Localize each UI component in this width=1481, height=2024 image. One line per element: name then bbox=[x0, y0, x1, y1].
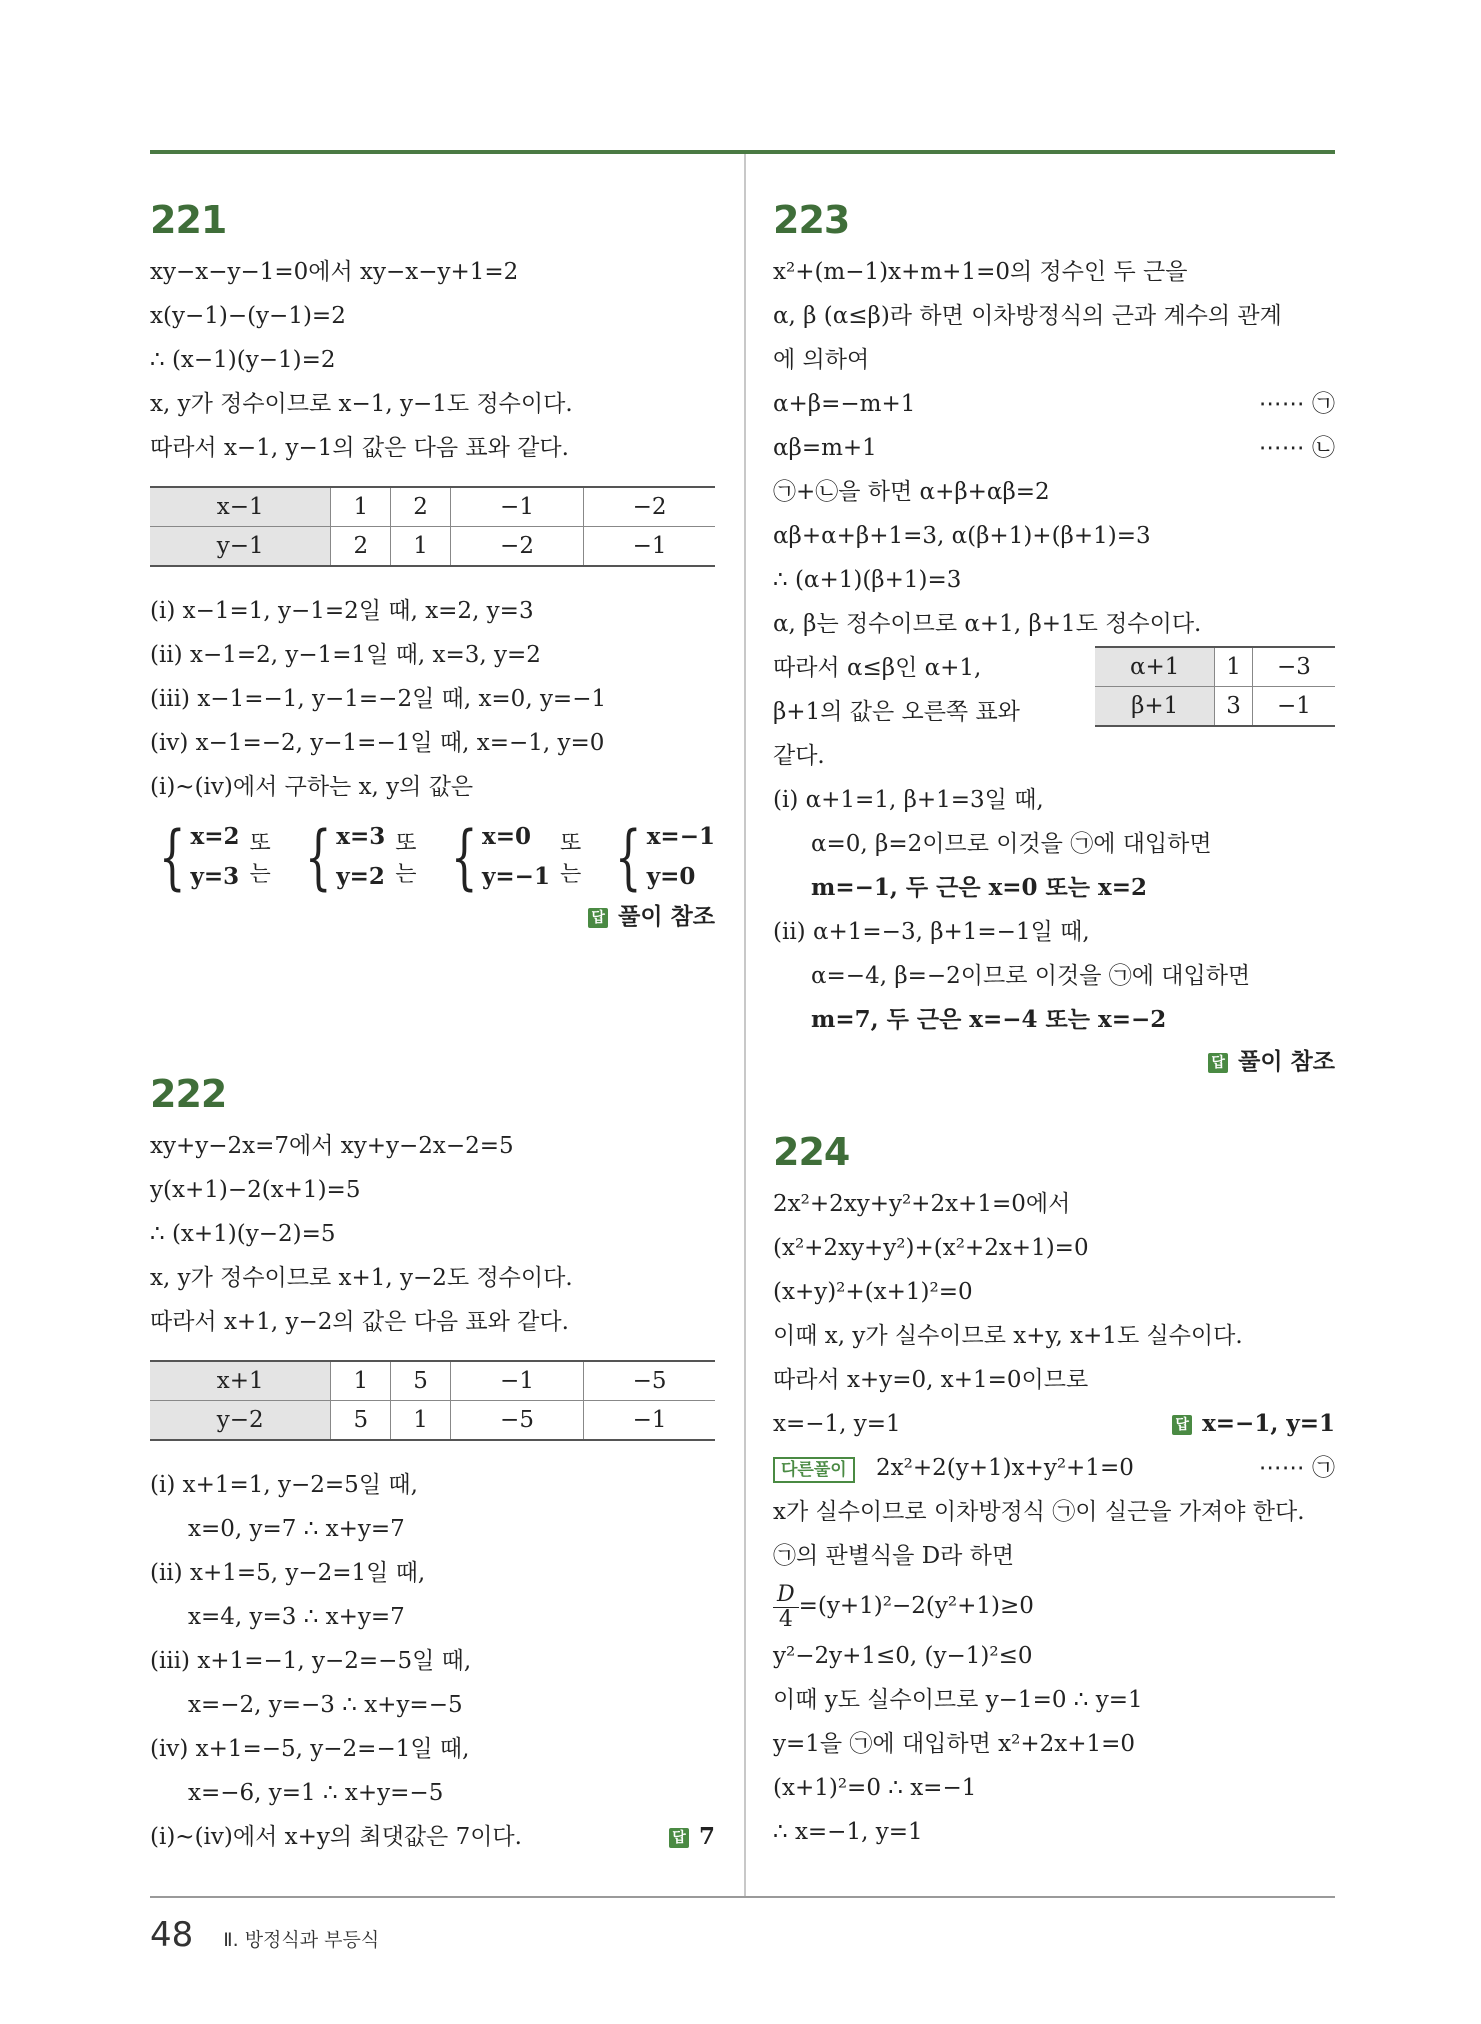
system-eq: x=3 bbox=[336, 823, 386, 850]
answer-mark-icon: 답 bbox=[1172, 1415, 1192, 1435]
system-eq: y=2 bbox=[336, 863, 385, 890]
side-table bbox=[1095, 646, 1335, 727]
solution-line: (x²+2xy+y²)+(x²+2x+1)=0 bbox=[773, 1235, 1089, 1261]
table-cell: −1 bbox=[584, 1401, 715, 1441]
case-line: (ⅲ) x−1=−1, y−1=−2일 때, x=0, y=−1 bbox=[150, 686, 607, 712]
table-cell: 1 bbox=[1215, 647, 1253, 687]
system bbox=[296, 817, 386, 897]
answer bbox=[773, 1042, 1335, 1082]
top-rule bbox=[150, 150, 1335, 154]
problem-223 bbox=[773, 196, 1335, 1082]
page-footer bbox=[150, 1915, 379, 1955]
value-table bbox=[150, 1360, 715, 1441]
problem-224 bbox=[773, 1128, 1335, 1854]
value-table bbox=[1095, 646, 1335, 727]
table-cell: 5 bbox=[391, 1361, 451, 1401]
equation-line bbox=[773, 382, 1335, 426]
table-cell: 1 bbox=[391, 1401, 451, 1441]
solution-line: 이때 y도 실수이므로 y−1=0 ∴ y=1 bbox=[773, 1687, 1143, 1713]
case-line: x=4, y=3 ∴ x+y=7 bbox=[188, 1604, 405, 1630]
table-cell: −2 bbox=[584, 487, 715, 527]
system-eq: y=0 bbox=[646, 863, 696, 890]
answer-text: 풀이 참조 bbox=[1238, 1049, 1335, 1075]
solution-line: ∴ (α+1)(β+1)=3 bbox=[773, 567, 962, 593]
solution-line: 같다. bbox=[773, 743, 825, 769]
system-eq: x=−1 bbox=[646, 823, 715, 850]
solution-line: x(y−1)−(y−1)=2 bbox=[150, 303, 346, 329]
system-eq: x=0 bbox=[482, 823, 532, 850]
brace-icon: { bbox=[304, 816, 332, 898]
case-line: x=0, y=7 ∴ x+y=7 bbox=[188, 1516, 405, 1542]
table-cell: −5 bbox=[450, 1401, 583, 1441]
case-line: (ⅱ) α+1=−3, β+1=−1일 때, bbox=[773, 919, 1090, 945]
problem-number: 222 bbox=[150, 1072, 227, 1116]
answer bbox=[150, 897, 715, 937]
problem-number: 223 bbox=[773, 198, 850, 242]
brace-icon: { bbox=[158, 816, 186, 898]
solution-line: αβ+α+β+1=3, α(β+1)+(β+1)=3 bbox=[773, 523, 1151, 549]
solution-line: 이때 x, y가 실수이므로 x+y, x+1도 실수이다. bbox=[773, 1323, 1243, 1349]
or-word: 또는 bbox=[249, 831, 271, 887]
chapter-title: Ⅱ. 방정식과 부등식 bbox=[223, 1929, 380, 1951]
solution-line: (x+y)²+(x+1)²=0 bbox=[773, 1279, 973, 1305]
solution-line bbox=[773, 1402, 1335, 1446]
solution-systems bbox=[150, 817, 715, 897]
case-result: m=−1, 두 근은 x=0 또는 x=2 bbox=[811, 874, 1147, 901]
case-line: (ⅲ) x+1=−1, y−2=−5일 때, bbox=[150, 1648, 472, 1674]
table-cell: 1 bbox=[331, 487, 391, 527]
or-word: 또는 bbox=[395, 831, 417, 887]
solution-line: x가 실수이므로 이차방정식 ㉠이 실근을 가져야 한다. bbox=[773, 1499, 1305, 1525]
table-cell: β+1 bbox=[1095, 687, 1215, 727]
table-cell: x+1 bbox=[150, 1361, 331, 1401]
table-cell: 2 bbox=[331, 527, 391, 567]
table-cell: 1 bbox=[331, 1361, 391, 1401]
solution-line: (x+1)²=0 ∴ x=−1 bbox=[773, 1775, 977, 1801]
table-cell: −1 bbox=[1252, 687, 1335, 727]
solution-line: 따라서 x+y=0, x+1=0이므로 bbox=[773, 1367, 1089, 1393]
answer bbox=[1172, 1402, 1335, 1446]
answer-text: 7 bbox=[698, 1823, 715, 1850]
table-cell: −1 bbox=[450, 1361, 583, 1401]
answer-text: 풀이 참조 bbox=[618, 904, 715, 930]
value-table bbox=[150, 486, 715, 567]
solution-text: x=−1, y=1 bbox=[773, 1411, 901, 1437]
or-word: 또는 bbox=[559, 831, 582, 887]
solution-line: 따라서 α≤β인 α+1, bbox=[773, 655, 982, 681]
brace-icon: { bbox=[615, 816, 642, 898]
solution-line: y²−2y+1≤0, (y−1)²≤0 bbox=[773, 1643, 1033, 1669]
case-line: (ⅳ) x+1=−5, y−2=−1일 때, bbox=[150, 1736, 470, 1762]
system bbox=[442, 817, 550, 897]
fraction-denominator: 4 bbox=[778, 1606, 793, 1632]
equation-line bbox=[773, 426, 1335, 470]
table-cell: −1 bbox=[584, 527, 715, 567]
system-eq: y=3 bbox=[190, 863, 240, 890]
case-line: (ⅰ) α+1=1, β+1=3일 때, bbox=[773, 787, 1044, 813]
alt-solution-line bbox=[773, 1446, 1335, 1490]
answer-mark-icon: 답 bbox=[1208, 1053, 1228, 1073]
discriminant-line bbox=[773, 1578, 1335, 1634]
brace-icon: { bbox=[450, 816, 478, 898]
solution-line: xy−x−y−1=0에서 xy−x−y+1=2 bbox=[150, 259, 519, 285]
table-cell: α+1 bbox=[1095, 647, 1215, 687]
case-line: (ⅰ) x+1=1, y−2=5일 때, bbox=[150, 1472, 418, 1498]
table-cell: x−1 bbox=[150, 487, 331, 527]
equation-marker: ⋯⋯ ㉡ bbox=[1258, 435, 1335, 461]
system-eq: x=2 bbox=[190, 823, 240, 850]
final-text: (ⅰ)~(ⅳ)에서 x+y의 최댓값은 7이다. bbox=[150, 1824, 522, 1850]
solution-line: x, y가 정수이므로 x+1, y−2도 정수이다. bbox=[150, 1265, 573, 1291]
equation-marker: ⋯⋯ ㉠ bbox=[1258, 391, 1335, 417]
answer-mark-icon: 답 bbox=[588, 908, 608, 928]
solution-line: 따라서 x−1, y−1의 값은 다음 표와 같다. bbox=[150, 435, 569, 461]
table-cell: −5 bbox=[584, 1361, 715, 1401]
problem-number: 221 bbox=[150, 198, 227, 242]
case-line: (ⅱ) x+1=5, y−2=1일 때, bbox=[150, 1560, 426, 1586]
alt-solution-label: 다른풀이 bbox=[773, 1457, 855, 1483]
equation: α+β=−m+1 bbox=[773, 391, 916, 417]
case-line: α=−4, β=−2이므로 이것을 ㉠에 대입하면 bbox=[811, 963, 1251, 989]
table-cell: −1 bbox=[450, 487, 583, 527]
case-line: x=−2, y=−3 ∴ x+y=−5 bbox=[188, 1692, 463, 1718]
case-line: x=−6, y=1 ∴ x+y=−5 bbox=[188, 1780, 444, 1806]
fraction bbox=[773, 1583, 799, 1632]
equation: αβ=m+1 bbox=[773, 435, 877, 461]
table-cell: −2 bbox=[450, 527, 583, 567]
case-line: (ⅰ)~(ⅳ)에서 구하는 x, y의 값은 bbox=[150, 774, 474, 800]
table-cell: y−1 bbox=[150, 527, 331, 567]
problem-number: 224 bbox=[773, 1130, 850, 1174]
system bbox=[150, 817, 240, 897]
system bbox=[606, 817, 715, 897]
solution-line: ㉠+㉡을 하면 α+β+αβ=2 bbox=[773, 479, 1050, 505]
table-cell: 5 bbox=[331, 1401, 391, 1441]
solution-line: α, β (α≤β)라 하면 이차방정식의 근과 계수의 관계 bbox=[773, 303, 1282, 329]
case-line: (ⅱ) x−1=2, y−1=1일 때, x=3, y=2 bbox=[150, 642, 541, 668]
solution-line: β+1의 값은 오른쪽 표와 bbox=[773, 699, 1020, 725]
system-eq: y=−1 bbox=[482, 863, 550, 890]
solution-line: ∴ (x+1)(y−2)=5 bbox=[150, 1221, 336, 1247]
solution-line: x, y가 정수이므로 x−1, y−1도 정수이다. bbox=[150, 391, 573, 417]
column-divider bbox=[744, 154, 746, 1896]
problem-221 bbox=[150, 196, 715, 937]
problem-222 bbox=[150, 1070, 715, 1859]
table-cell: 2 bbox=[391, 487, 451, 527]
discriminant-rest: =(y+1)²−2(y²+1)≥0 bbox=[798, 1593, 1034, 1619]
page-number: 48 bbox=[150, 1915, 194, 1955]
answer-text: x=−1, y=1 bbox=[1202, 1410, 1335, 1437]
table-cell: −3 bbox=[1252, 647, 1335, 687]
answer-mark-icon: 답 bbox=[669, 1828, 689, 1848]
final-line bbox=[150, 1815, 715, 1859]
solution-line: y=1을 ㉠에 대입하면 x²+2x+1=0 bbox=[773, 1731, 1136, 1757]
answer bbox=[669, 1815, 715, 1859]
solution-line: α, β는 정수이므로 α+1, β+1도 정수이다. bbox=[773, 611, 1202, 637]
case-line: (ⅰ) x−1=1, y−1=2일 때, x=2, y=3 bbox=[150, 598, 534, 624]
table-cell: 1 bbox=[391, 527, 451, 567]
solution-line: 2x²+2xy+y²+2x+1=0에서 bbox=[773, 1191, 1071, 1217]
bottom-rule bbox=[150, 1896, 1335, 1898]
equation-marker: ⋯⋯ ㉠ bbox=[1258, 1455, 1335, 1481]
solution-line: x²+(m−1)x+m+1=0의 정수인 두 근을 bbox=[773, 259, 1188, 285]
fraction-numerator: D bbox=[773, 1583, 799, 1608]
table-cell: 3 bbox=[1215, 687, 1253, 727]
solution-line: xy+y−2x=7에서 xy+y−2x−2=5 bbox=[150, 1133, 514, 1159]
solution-line: ∴ (x−1)(y−1)=2 bbox=[150, 347, 336, 373]
solution-line: 에 의하여 bbox=[773, 347, 870, 373]
solution-line: ㉠의 판별식을 D라 하면 bbox=[773, 1543, 1015, 1569]
solution-line: 따라서 x+1, y−2의 값은 다음 표와 같다. bbox=[150, 1309, 569, 1335]
case-line: (ⅳ) x−1=−2, y−1=−1일 때, x=−1, y=0 bbox=[150, 730, 605, 756]
table-cell: y−2 bbox=[150, 1401, 331, 1441]
solution-line: y(x+1)−2(x+1)=5 bbox=[150, 1177, 361, 1203]
case-line: α=0, β=2이므로 이것을 ㉠에 대입하면 bbox=[811, 831, 1212, 857]
equation: 2x²+2(y+1)x+y²+1=0 bbox=[876, 1455, 1134, 1481]
case-result: m=7, 두 근은 x=−4 또는 x=−2 bbox=[811, 1006, 1167, 1033]
solution-line: ∴ x=−1, y=1 bbox=[773, 1819, 923, 1845]
